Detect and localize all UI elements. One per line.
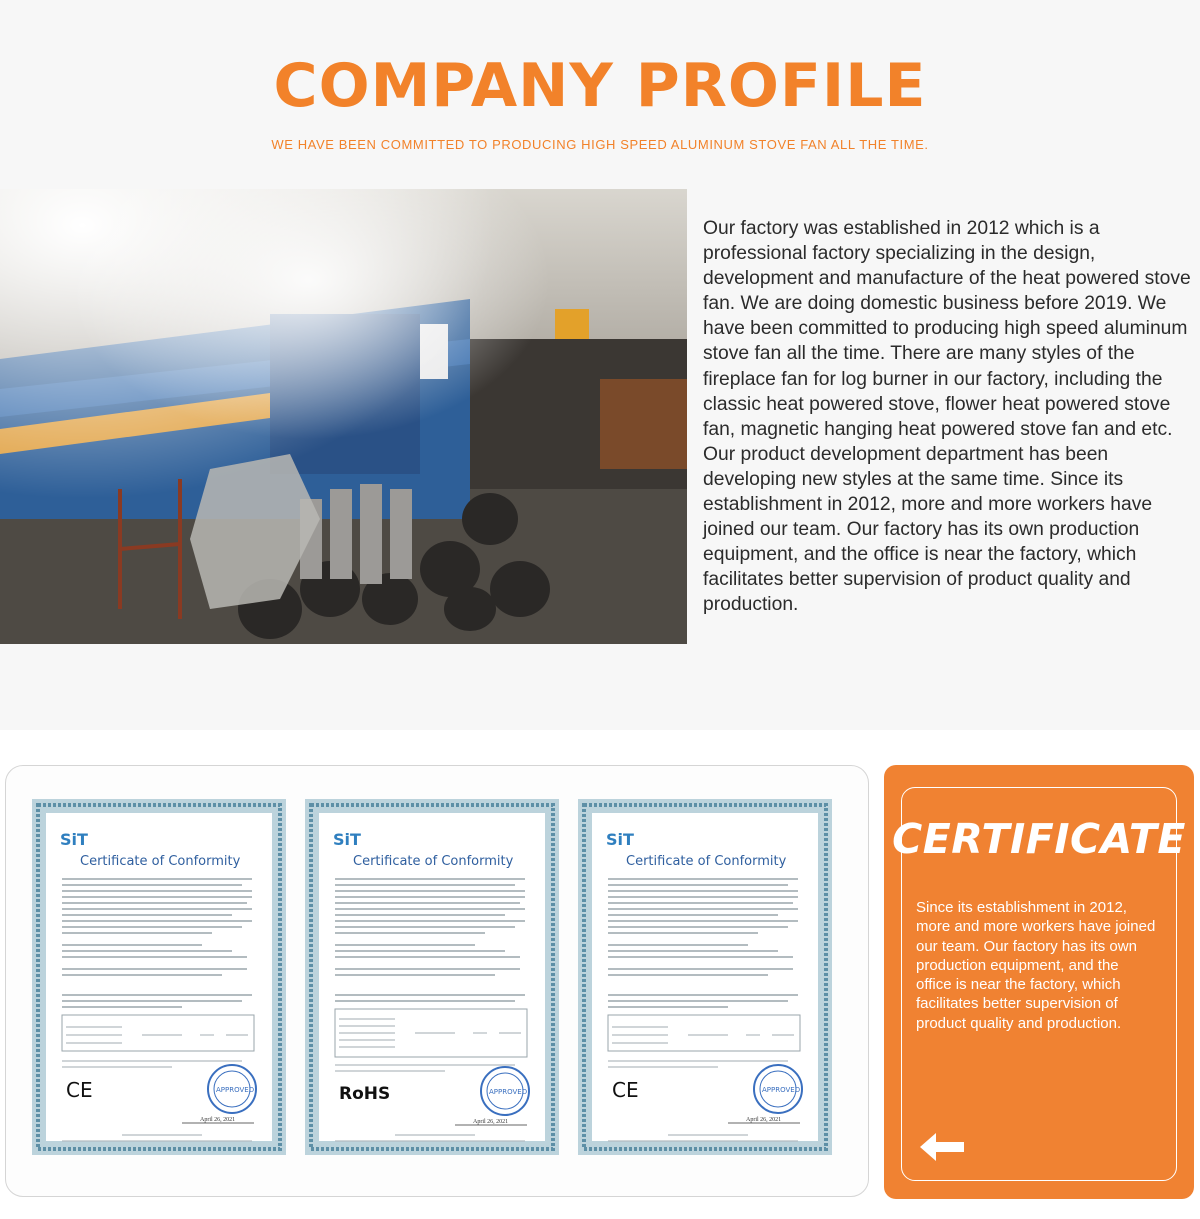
cert-date: April 26, 2021 xyxy=(200,1117,236,1123)
cert-date: April 26, 2021 xyxy=(746,1117,782,1123)
cert-mark: CE xyxy=(612,1078,639,1102)
cert-stamp: APPROVED xyxy=(762,1086,801,1094)
cert-logo: SiT xyxy=(333,830,361,849)
factory-photo xyxy=(0,189,687,644)
certificate-card-text: Since its establishment in 2012, more and more workers have joined our team. Our factory has its own production equipment, and the office is near the factory, which facilitates better supervision of product quality and production. xyxy=(916,899,1156,1032)
certificate-image-3 xyxy=(578,799,832,1155)
cert-stamp: APPROVED xyxy=(216,1086,255,1094)
page-subtitle: WE HAVE BEEN COMMITTED TO PRODUCING HIGH SPEED ALUMINUM STOVE FAN ALL THE TIME. xyxy=(271,137,929,152)
cert-heading: Certificate of Conformity xyxy=(626,854,787,869)
certificate-image-1 xyxy=(32,799,286,1155)
cert-logo: SiT xyxy=(606,830,634,849)
page-title: COMPANY PROFILE xyxy=(273,51,927,121)
certificates-panel xyxy=(5,765,869,1197)
arrow-left-icon[interactable] xyxy=(918,1131,966,1163)
certificate-card xyxy=(884,765,1194,1199)
certificate-image-2 xyxy=(305,799,559,1155)
certificate-card-title: CERTIFICATE xyxy=(892,815,1186,863)
about-description: Our factory was established in 2012 which is a professional factory specializing in the design, development and manufacture of the heat powered stove fan. We are doing domestic business before 2019. We have been committed to producing high speed aluminum stove fan all the time. There are many styles of the fireplace fan for log burner in our factory, including the classic heat powered stove, flower heat powered stove fan, magnetic hanging heat powered stove fan and etc. Our product development department has been developing new styles at the same time. Since its establishment in 2012, more and more workers have joined our team. Our factory has its own production equipment, and the office is near the factory, which facilitates better supervision of product quality and production. xyxy=(703,218,1191,616)
cert-stamp: APPROVED xyxy=(489,1088,528,1096)
cert-heading: Certificate of Conformity xyxy=(353,854,514,869)
cert-mark: CE xyxy=(66,1078,93,1102)
cert-heading: Certificate of Conformity xyxy=(80,854,241,869)
cert-date: April 26, 2021 xyxy=(473,1119,509,1125)
cert-logo: SiT xyxy=(60,830,88,849)
cert-mark: RoHS xyxy=(339,1084,391,1104)
